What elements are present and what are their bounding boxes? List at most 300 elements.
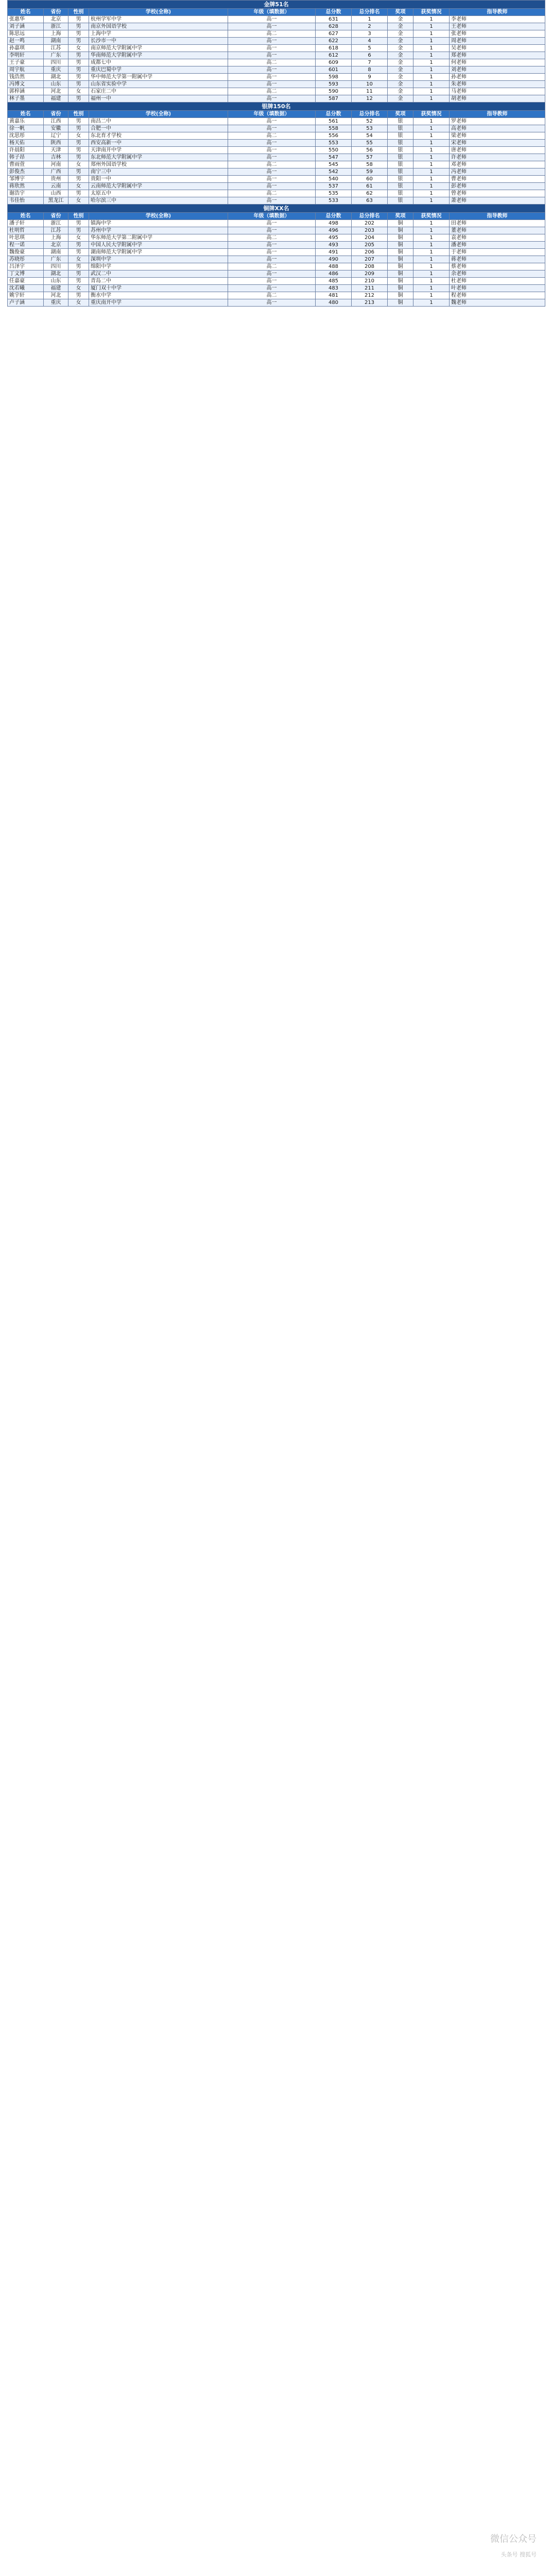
- table-cell: 男: [68, 168, 89, 176]
- table-cell: 曹雨萱: [8, 161, 44, 168]
- table-cell: 山东: [44, 81, 68, 88]
- table-row: [8, 278, 545, 285]
- table-cell: 华中师范大学第一附属中学: [89, 74, 228, 81]
- table-cell: 福建: [44, 95, 68, 103]
- table-cell: 高二: [228, 263, 316, 270]
- table-cell: 东北育才学校: [89, 132, 228, 140]
- table-cell: 1: [413, 220, 450, 227]
- table-cell: 湖北: [44, 270, 68, 278]
- table-cell: 3: [352, 30, 388, 38]
- table-cell: 苏州中学: [89, 227, 228, 234]
- table-cell: 590: [316, 88, 352, 95]
- table-cell: 女: [68, 132, 89, 140]
- table-cell: 485: [316, 278, 352, 285]
- table-cell: 1: [413, 234, 450, 242]
- table-cell: 银: [388, 132, 413, 140]
- table-cell: 张老师: [450, 30, 545, 38]
- table-cell: 540: [316, 176, 352, 183]
- table-cell: 金: [388, 66, 413, 74]
- table-cell: 北京: [44, 242, 68, 249]
- table-cell: 女: [68, 45, 89, 52]
- table-cell: 男: [68, 147, 89, 154]
- table-cell: 福州一中: [89, 95, 228, 103]
- table-cell: 545: [316, 161, 352, 168]
- table-cell: 林子墨: [8, 95, 44, 103]
- table-cell: 银: [388, 168, 413, 176]
- table-cell: 铜: [388, 263, 413, 270]
- table-cell: 4: [352, 38, 388, 45]
- table-cell: 1: [413, 59, 450, 66]
- table-cell: 男: [68, 154, 89, 161]
- table-cell: 胡老师: [450, 95, 545, 103]
- column-header: 指导教师: [450, 111, 545, 118]
- table-cell: 男: [68, 278, 89, 285]
- table-cell: 北京: [44, 16, 68, 23]
- table-cell: 天津: [44, 147, 68, 154]
- column-header: 学校(全称): [89, 9, 228, 16]
- column-header: 获奖情况: [413, 111, 450, 118]
- table-cell: 云南师范大学附属中学: [89, 183, 228, 190]
- table-row: [8, 190, 545, 197]
- table-cell: 金: [388, 74, 413, 81]
- table-cell: 男: [68, 81, 89, 88]
- table-cell: 女: [68, 285, 89, 292]
- table-row: [8, 118, 545, 125]
- table-cell: 广东: [44, 256, 68, 263]
- table-cell: 铜: [388, 270, 413, 278]
- table-cell: 辽宁: [44, 132, 68, 140]
- table-cell: 12: [352, 95, 388, 103]
- table-cell: 男: [68, 30, 89, 38]
- table-cell: 480: [316, 299, 352, 307]
- column-header: 奖项: [388, 213, 413, 220]
- results-table: [7, 0, 545, 307]
- table-cell: 女: [68, 197, 89, 205]
- table-cell: 重庆巴蜀中学: [89, 66, 228, 74]
- table-cell: 1: [413, 38, 450, 45]
- table-row: [8, 132, 545, 140]
- table-cell: 浙江: [44, 220, 68, 227]
- table-cell: 苏晓彤: [8, 256, 44, 263]
- table-cell: 江苏: [44, 227, 68, 234]
- table-cell: 535: [316, 190, 352, 197]
- table-cell: 高一: [228, 249, 316, 256]
- table-cell: 高一: [228, 197, 316, 205]
- table-cell: 重庆: [44, 66, 68, 74]
- table-cell: 男: [68, 118, 89, 125]
- table-cell: 男: [68, 95, 89, 103]
- table-cell: 中国人民大学附属中学: [89, 242, 228, 249]
- table-cell: 206: [352, 249, 388, 256]
- table-cell: 铜: [388, 242, 413, 249]
- table-cell: 5: [352, 45, 388, 52]
- table-cell: 金: [388, 88, 413, 95]
- table-cell: 56: [352, 147, 388, 154]
- table-cell: 石家庄二中: [89, 88, 228, 95]
- table-cell: 何老师: [450, 59, 545, 66]
- table-row: [8, 256, 545, 263]
- table-cell: 浙江: [44, 23, 68, 30]
- table-cell: 余老师: [450, 270, 545, 278]
- table-cell: 马老师: [450, 88, 545, 95]
- table-cell: 彭俊杰: [8, 168, 44, 176]
- table-cell: 612: [316, 52, 352, 59]
- header-row: [8, 111, 545, 118]
- table-cell: 547: [316, 154, 352, 161]
- table-cell: 任嘉豪: [8, 278, 44, 285]
- table-cell: 董老师: [450, 227, 545, 234]
- table-cell: 6: [352, 52, 388, 59]
- table-cell: 丁文博: [8, 270, 44, 278]
- table-cell: 1: [413, 190, 450, 197]
- table-cell: 54: [352, 132, 388, 140]
- table-cell: 209: [352, 270, 388, 278]
- table-cell: 627: [316, 30, 352, 38]
- column-header: 学校(全称): [89, 213, 228, 220]
- table-cell: 唐老师: [450, 147, 545, 154]
- section-title: 铜牌XX名: [8, 205, 545, 213]
- table-cell: 高二: [228, 132, 316, 140]
- table-cell: 成都七中: [89, 59, 228, 66]
- table-cell: 高一: [228, 66, 316, 74]
- table-cell: 杜老师: [450, 278, 545, 285]
- table-cell: 银: [388, 161, 413, 168]
- table-cell: 1: [413, 147, 450, 154]
- table-cell: 上海: [44, 30, 68, 38]
- header-row: [8, 9, 545, 16]
- table-cell: 女: [68, 88, 89, 95]
- table-cell: 太原五中: [89, 190, 228, 197]
- table-row: [8, 66, 545, 74]
- table-cell: 533: [316, 197, 352, 205]
- table-cell: 高一: [228, 227, 316, 234]
- table-row: [8, 249, 545, 256]
- table-cell: 高老师: [450, 125, 545, 132]
- table-cell: 潘子轩: [8, 220, 44, 227]
- table-cell: 622: [316, 38, 352, 45]
- table-row: [8, 154, 545, 161]
- table-cell: 陕西: [44, 140, 68, 147]
- table-cell: 高一: [228, 176, 316, 183]
- table-cell: 212: [352, 292, 388, 299]
- table-cell: 491: [316, 249, 352, 256]
- table-cell: 李明轩: [8, 52, 44, 59]
- table-cell: 袁老师: [450, 234, 545, 242]
- table-cell: 高一: [228, 95, 316, 103]
- column-header: 省份: [44, 111, 68, 118]
- table-cell: 609: [316, 59, 352, 66]
- section-title: 金牌51名: [8, 1, 545, 9]
- table-cell: 550: [316, 147, 352, 154]
- table-cell: 福建: [44, 285, 68, 292]
- table-cell: 重庆南开中学: [89, 299, 228, 307]
- table-cell: 吴老师: [450, 45, 545, 52]
- table-cell: 高一: [228, 140, 316, 147]
- table-cell: 郭梓涵: [8, 88, 44, 95]
- table-cell: 蒋老师: [450, 256, 545, 263]
- results-sheet: [7, 0, 545, 307]
- table-cell: 冯老师: [450, 168, 545, 176]
- table-cell: 1: [413, 263, 450, 270]
- table-row: [8, 38, 545, 45]
- table-cell: 高二: [228, 292, 316, 299]
- table-cell: 金: [388, 45, 413, 52]
- table-cell: 高一: [228, 270, 316, 278]
- table-cell: 萧老师: [450, 197, 545, 205]
- column-header: 姓名: [8, 111, 44, 118]
- table-cell: 朱老师: [450, 81, 545, 88]
- table-cell: 金: [388, 23, 413, 30]
- column-header: 奖项: [388, 9, 413, 16]
- table-cell: 488: [316, 263, 352, 270]
- table-cell: 52: [352, 118, 388, 125]
- table-cell: 铜: [388, 285, 413, 292]
- table-cell: 男: [68, 220, 89, 227]
- table-cell: 程一诺: [8, 242, 44, 249]
- table-cell: 许晨阳: [8, 147, 44, 154]
- table-cell: 于老师: [450, 249, 545, 256]
- table-cell: 张惠华: [8, 16, 44, 23]
- table-cell: 1: [413, 227, 450, 234]
- table-cell: 587: [316, 95, 352, 103]
- column-header: 姓名: [8, 213, 44, 220]
- table-cell: 1: [413, 81, 450, 88]
- column-header: 指导教师: [450, 213, 545, 220]
- table-cell: 561: [316, 118, 352, 125]
- table-cell: 2: [352, 23, 388, 30]
- table-cell: 李老师: [450, 16, 545, 23]
- table-cell: 558: [316, 125, 352, 132]
- table-cell: 河北: [44, 292, 68, 299]
- table-cell: 上海中学: [89, 30, 228, 38]
- table-cell: 高一: [228, 256, 316, 263]
- table-cell: 高一: [228, 16, 316, 23]
- table-cell: 湖北: [44, 74, 68, 81]
- table-cell: 男: [68, 263, 89, 270]
- table-row: [8, 140, 545, 147]
- table-cell: 金: [388, 95, 413, 103]
- table-cell: 1: [413, 168, 450, 176]
- table-cell: 211: [352, 285, 388, 292]
- table-row: [8, 183, 545, 190]
- table-cell: 金: [388, 59, 413, 66]
- table-cell: 江西: [44, 118, 68, 125]
- table-cell: 郑州外国语学校: [89, 161, 228, 168]
- table-cell: 11: [352, 88, 388, 95]
- table-cell: 1: [413, 242, 450, 249]
- table-cell: 程老师: [450, 292, 545, 299]
- table-cell: 高一: [228, 299, 316, 307]
- table-cell: 铜: [388, 249, 413, 256]
- table-cell: 周老师: [450, 38, 545, 45]
- table-cell: 8: [352, 66, 388, 74]
- table-cell: 刘老师: [450, 66, 545, 74]
- column-header: 省份: [44, 9, 68, 16]
- table-cell: 陈思远: [8, 30, 44, 38]
- table-cell: 铜: [388, 278, 413, 285]
- column-header: 总分排名: [352, 9, 388, 16]
- table-cell: 542: [316, 168, 352, 176]
- table-cell: 58: [352, 161, 388, 168]
- table-row: [8, 88, 545, 95]
- table-cell: 202: [352, 220, 388, 227]
- table-cell: 长沙市一中: [89, 38, 228, 45]
- table-cell: 山东省实验中学: [89, 81, 228, 88]
- table-row: [8, 59, 545, 66]
- table-cell: 山西: [44, 190, 68, 197]
- table-cell: 204: [352, 234, 388, 242]
- table-cell: 486: [316, 270, 352, 278]
- column-header: 性别: [68, 213, 89, 220]
- table-cell: 男: [68, 16, 89, 23]
- table-cell: 南京外国语学校: [89, 23, 228, 30]
- table-cell: 湖南: [44, 38, 68, 45]
- column-header: 省份: [44, 213, 68, 220]
- table-cell: 1: [413, 66, 450, 74]
- table-cell: 1: [413, 183, 450, 190]
- table-cell: 女: [68, 161, 89, 168]
- table-cell: 1: [413, 118, 450, 125]
- table-cell: 男: [68, 23, 89, 30]
- table-cell: 武汉二中: [89, 270, 228, 278]
- table-row: [8, 220, 545, 227]
- table-cell: 60: [352, 176, 388, 183]
- table-cell: 华南师范大学附属中学: [89, 52, 228, 59]
- table-cell: 赵一鸣: [8, 38, 44, 45]
- table-cell: 韩子昂: [8, 154, 44, 161]
- table-cell: 498: [316, 220, 352, 227]
- table-cell: 1: [413, 249, 450, 256]
- table-cell: 男: [68, 270, 89, 278]
- table-cell: 481: [316, 292, 352, 299]
- table-row: [8, 285, 545, 292]
- table-cell: 高一: [228, 242, 316, 249]
- table-cell: 宋老师: [450, 140, 545, 147]
- table-cell: 杜明哲: [8, 227, 44, 234]
- table-cell: 男: [68, 227, 89, 234]
- table-cell: 卢子涵: [8, 299, 44, 307]
- table-cell: 1: [413, 176, 450, 183]
- table-cell: 1: [413, 23, 450, 30]
- table-cell: 韦佳怡: [8, 197, 44, 205]
- table-cell: 53: [352, 125, 388, 132]
- table-cell: 上海: [44, 234, 68, 242]
- table-cell: 姚宇轩: [8, 292, 44, 299]
- table-cell: 徐一帆: [8, 125, 44, 132]
- table-cell: 河北: [44, 88, 68, 95]
- table-cell: 王子豪: [8, 59, 44, 66]
- table-cell: 495: [316, 234, 352, 242]
- table-cell: 安徽: [44, 125, 68, 132]
- table-cell: 邓老师: [450, 161, 545, 168]
- table-cell: 冯博文: [8, 81, 44, 88]
- column-header: 学校(全称): [89, 111, 228, 118]
- table-cell: 魏老师: [450, 299, 545, 307]
- table-row: [8, 45, 545, 52]
- table-cell: 1: [413, 30, 450, 38]
- table-cell: 1: [413, 140, 450, 147]
- table-cell: 高一: [228, 81, 316, 88]
- table-cell: 深圳中学: [89, 256, 228, 263]
- table-cell: 483: [316, 285, 352, 292]
- table-cell: 207: [352, 256, 388, 263]
- table-cell: 钱浩然: [8, 74, 44, 81]
- table-row: [8, 299, 545, 307]
- table-cell: 553: [316, 140, 352, 147]
- table-cell: 南昌二中: [89, 118, 228, 125]
- table-cell: 205: [352, 242, 388, 249]
- table-cell: 郑老师: [450, 52, 545, 59]
- table-cell: 女: [68, 234, 89, 242]
- section-band: [8, 205, 545, 213]
- table-cell: 1: [413, 197, 450, 205]
- table-cell: 高一: [228, 125, 316, 132]
- column-header: 指导教师: [450, 9, 545, 16]
- table-row: [8, 147, 545, 154]
- table-cell: 男: [68, 38, 89, 45]
- table-cell: 高二: [228, 59, 316, 66]
- table-cell: 银: [388, 154, 413, 161]
- table-cell: 593: [316, 81, 352, 88]
- table-cell: 490: [316, 256, 352, 263]
- table-cell: 男: [68, 249, 89, 256]
- table-cell: 59: [352, 168, 388, 176]
- table-cell: 1: [413, 88, 450, 95]
- table-cell: 四川: [44, 263, 68, 270]
- table-cell: 男: [68, 74, 89, 81]
- table-cell: 1: [413, 292, 450, 299]
- table-cell: 邹博宇: [8, 176, 44, 183]
- table-cell: 银: [388, 118, 413, 125]
- table-cell: 天津南开中学: [89, 147, 228, 154]
- table-cell: 西安高新一中: [89, 140, 228, 147]
- table-cell: 1: [413, 161, 450, 168]
- table-row: [8, 292, 545, 299]
- table-cell: 628: [316, 23, 352, 30]
- table-cell: 青岛二中: [89, 278, 228, 285]
- table-cell: 高一: [228, 74, 316, 81]
- table-cell: 高一: [228, 147, 316, 154]
- table-cell: 贵阳一中: [89, 176, 228, 183]
- table-cell: 213: [352, 299, 388, 307]
- table-cell: 谢浩宇: [8, 190, 44, 197]
- table-cell: 1: [413, 74, 450, 81]
- table-cell: 铜: [388, 256, 413, 263]
- table-cell: 210: [352, 278, 388, 285]
- section-band: [8, 103, 545, 111]
- table-cell: 梁老师: [450, 132, 545, 140]
- table-cell: 广东: [44, 52, 68, 59]
- table-cell: 银: [388, 176, 413, 183]
- table-cell: 银: [388, 147, 413, 154]
- table-cell: 衡水中学: [89, 292, 228, 299]
- table-cell: 女: [68, 299, 89, 307]
- table-cell: 吉林: [44, 154, 68, 161]
- table-cell: 河南: [44, 161, 68, 168]
- table-cell: 男: [68, 292, 89, 299]
- table-row: [8, 74, 545, 81]
- table-cell: 556: [316, 132, 352, 140]
- table-cell: 1: [413, 95, 450, 103]
- table-cell: 山东: [44, 278, 68, 285]
- table-cell: 沈若曦: [8, 285, 44, 292]
- table-cell: 广西: [44, 168, 68, 176]
- table-cell: 银: [388, 140, 413, 147]
- table-cell: 1: [413, 256, 450, 263]
- header-row: [8, 213, 545, 220]
- table-cell: 杨天佑: [8, 140, 44, 147]
- table-row: [8, 234, 545, 242]
